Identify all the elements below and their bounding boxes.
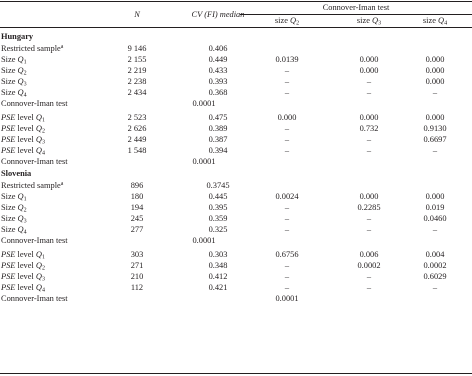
cell-cv-median: 0.3745 xyxy=(206,180,230,190)
table-bottom-rule xyxy=(0,373,472,374)
row-label xyxy=(1,213,27,224)
header-size-q3: size $Q_3$ xyxy=(356,16,382,27)
row-label-text: Size Q xyxy=(1,77,24,87)
cell-n: 2 449 xyxy=(127,135,147,145)
row-label-text: Restricted sample xyxy=(1,43,61,53)
cell-size-q4: 0.000 xyxy=(425,77,445,87)
row-label xyxy=(1,76,27,87)
cell-size-q3: 0.0002 xyxy=(357,260,381,270)
cell-size-q4: 0.019 xyxy=(425,202,445,212)
connover-iman-row-label xyxy=(1,156,68,167)
cell-cv-median: 0.421 xyxy=(208,283,228,292)
row-label-text: level Q xyxy=(15,271,42,281)
cell-cv-median: 0.406 xyxy=(208,43,228,53)
row-label-text: level Q xyxy=(15,135,42,145)
cell-size-q2: 0.6756 xyxy=(275,249,299,259)
cell-size-q3: 0.2285 xyxy=(357,202,381,212)
cell-cv-median: 0.359 xyxy=(208,214,228,223)
cell-size-q2: – xyxy=(284,260,290,270)
row-label-sub: 2 xyxy=(23,70,27,77)
cell-size-q3: 0.006 xyxy=(359,249,379,259)
q-letter: Q xyxy=(17,77,24,87)
cell-connover-iman: 0.0001 xyxy=(275,294,299,304)
row-label xyxy=(1,145,45,156)
q-letter: Q xyxy=(35,260,42,270)
q-letter: Q xyxy=(17,88,24,98)
cell-size-q4: 0.000 xyxy=(425,66,445,76)
cell-size-q4: 0.6697 xyxy=(423,135,447,145)
cell-size-q4: 0.0460 xyxy=(423,214,447,223)
row-label-abbrev: PSE xyxy=(1,135,16,145)
row-label xyxy=(1,224,27,235)
row-label-text: Size Q xyxy=(1,214,24,223)
cell-size-q3: – xyxy=(366,135,372,145)
row-label-sub: 4 xyxy=(23,229,27,236)
cell-size-q2: 0.0139 xyxy=(275,55,299,64)
cell-size-q2: – xyxy=(284,202,290,212)
cell-size-q3: – xyxy=(366,77,372,87)
row-label-sub: 3 xyxy=(23,81,27,88)
cell-cv-median: 0.393 xyxy=(208,77,228,87)
cell-size-q2: – xyxy=(284,146,290,156)
row-label xyxy=(1,65,27,76)
row-label xyxy=(1,54,27,65)
row-label xyxy=(1,43,63,54)
row-label-abbrev: PSE xyxy=(1,260,16,270)
cell-size-q2: – xyxy=(284,124,290,133)
row-label-text: level Q xyxy=(15,112,42,122)
row-label-text: Connover-Iman test xyxy=(1,157,68,167)
row-label-text: level Q xyxy=(15,260,42,270)
row-label-text: Connover-Iman test xyxy=(1,99,68,109)
q-letter: Q xyxy=(372,16,379,25)
cell-n: 2 155 xyxy=(127,55,147,64)
cell-size-q3: – xyxy=(366,214,372,223)
cell-n: 180 xyxy=(130,191,144,201)
cell-size-q3: 0.000 xyxy=(359,112,379,122)
cell-n: 2 434 xyxy=(127,88,147,98)
row-label-text: level Q xyxy=(15,249,42,259)
cell-size-q2: – xyxy=(284,225,290,235)
cell-size-q2: – xyxy=(284,135,290,145)
cell-size-q4: – xyxy=(432,88,438,98)
row-label xyxy=(1,271,45,282)
section-heading: Slovenia xyxy=(1,168,32,178)
cell-n: 2 626 xyxy=(127,124,147,133)
cell-n: 9 146 xyxy=(127,43,147,53)
q-letter: Q xyxy=(35,283,42,292)
q-letter: Q xyxy=(17,191,24,201)
header-size-q2: size $Q_2$ xyxy=(274,16,300,27)
cell-n: 271 xyxy=(130,260,144,270)
section-heading: Hungary xyxy=(1,32,34,41)
row-label xyxy=(1,123,45,134)
cell-size-q3: – xyxy=(366,88,372,98)
row-label xyxy=(1,87,27,98)
cell-size-q4: 0.000 xyxy=(425,191,445,201)
cell-size-q3: – xyxy=(366,283,372,292)
q-letter: Q xyxy=(17,225,24,235)
cell-cv-median: 0.445 xyxy=(208,191,228,201)
cell-n: 896 xyxy=(130,180,144,190)
cell-cv-median: 0.348 xyxy=(208,260,228,270)
cell-size-q4: 0.6029 xyxy=(423,271,447,281)
cell-n: 245 xyxy=(130,214,144,223)
header-bottom-rule xyxy=(0,27,472,28)
row-label-text: level Q xyxy=(15,124,42,133)
row-label-sub: 2 xyxy=(41,265,45,272)
row-label-sub: 2 xyxy=(41,128,45,135)
cell-cv-median: 0.412 xyxy=(208,271,228,281)
row-label xyxy=(1,202,27,213)
cell-size-q4: 0.004 xyxy=(425,249,445,259)
cell-cv-median: 0.394 xyxy=(208,146,228,156)
cell-size-q2: 0.000 xyxy=(277,112,297,122)
cell-cv-median: 0.433 xyxy=(208,66,228,76)
cell-cv-median: 0.387 xyxy=(208,135,228,145)
q-letter: Q xyxy=(35,146,42,156)
cell-size-q2: – xyxy=(284,77,290,87)
row-label-sub: 1 xyxy=(23,196,27,203)
cell-size-q2: – xyxy=(284,214,290,223)
row-label-abbrev: PSE xyxy=(1,271,16,281)
cell-cv-median: 0.449 xyxy=(208,55,228,64)
cell-size-q2: – xyxy=(284,66,290,76)
row-label-text: Connover-Iman test xyxy=(1,294,68,304)
row-label-sub: 4 xyxy=(41,150,45,157)
q-letter: Q xyxy=(290,16,297,25)
q-letter: Q xyxy=(35,124,42,133)
row-label-sub: 3 xyxy=(23,218,27,225)
cell-size-q3: – xyxy=(366,271,372,281)
q-letter: Q xyxy=(35,112,42,122)
row-label-sub: 2 xyxy=(23,207,27,214)
q-letter: Q xyxy=(17,55,24,64)
cell-connover-iman: 0.0001 xyxy=(192,236,216,246)
header-n: N xyxy=(134,10,140,19)
row-label-sub: 4 xyxy=(41,287,45,294)
row-label-sub: 1 xyxy=(41,254,45,261)
connover-iman-row-label xyxy=(1,293,68,304)
cell-size-q3: – xyxy=(366,225,372,235)
cell-n: 2 238 xyxy=(127,77,147,87)
row-label-abbrev: PSE xyxy=(1,146,16,156)
row-label-text: Size Q xyxy=(1,88,24,98)
header-size-q4: size $Q_4$ xyxy=(422,16,448,27)
header-cv-median: CV (FI) median xyxy=(191,10,245,19)
row-label-text: Size Q xyxy=(1,191,24,201)
q-letter: Q xyxy=(438,16,445,25)
cell-connover-iman: 0.0001 xyxy=(192,157,216,167)
row-label-text: level Q xyxy=(15,283,42,292)
q-letter: Q xyxy=(35,271,42,281)
row-label xyxy=(1,112,45,123)
row-label-text: Restricted sample xyxy=(1,180,61,190)
row-label-sub: 3 xyxy=(41,276,45,283)
cell-size-q4: – xyxy=(432,283,438,292)
cell-n: 277 xyxy=(130,225,144,235)
cell-size-q4: – xyxy=(432,225,438,235)
row-label xyxy=(1,180,63,191)
row-label-text: level Q xyxy=(15,146,42,156)
row-label-sub: 3 xyxy=(41,139,45,146)
row-label xyxy=(1,134,45,145)
cell-cv-median: 0.368 xyxy=(208,88,228,98)
cell-size-q4: 0.0002 xyxy=(423,260,447,270)
cell-size-q2: – xyxy=(284,283,290,292)
row-label-text: Size Q xyxy=(1,55,24,64)
cell-cv-median: 0.325 xyxy=(208,225,228,235)
cell-n: 210 xyxy=(130,271,144,281)
row-label-sup: a xyxy=(60,43,64,50)
cell-n: 2 523 xyxy=(127,112,147,122)
q-letter: Q xyxy=(17,214,24,223)
row-label-abbrev: PSE xyxy=(1,283,16,292)
cell-size-q3: 0.000 xyxy=(359,66,379,76)
cell-size-q4: – xyxy=(432,146,438,156)
row-label-text: Connover-Iman test xyxy=(1,236,68,246)
cell-cv-median: 0.475 xyxy=(208,112,228,122)
row-label xyxy=(1,249,45,260)
q-letter: Q xyxy=(35,249,42,259)
row-label-sup: a xyxy=(60,180,64,187)
cell-size-q2: 0.0024 xyxy=(275,191,299,201)
row-label-abbrev: PSE xyxy=(1,124,16,133)
cell-size-q2: – xyxy=(284,88,290,98)
q-letter: Q xyxy=(17,202,24,212)
row-label xyxy=(1,191,27,202)
cell-n: 303 xyxy=(130,249,144,259)
row-label-sub: 4 xyxy=(23,92,27,99)
cell-connover-iman: 0.0001 xyxy=(192,99,216,109)
cell-cv-median: 0.395 xyxy=(208,202,228,212)
connover-iman-row-label xyxy=(1,98,68,109)
cell-size-q2: – xyxy=(284,271,290,281)
cell-size-q3: 0.000 xyxy=(359,55,379,64)
row-label-text: Size Q xyxy=(1,225,24,235)
row-label xyxy=(1,260,45,271)
cell-n: 2 219 xyxy=(127,66,147,76)
row-label-sub: 1 xyxy=(41,117,45,124)
cell-size-q4: 0.9130 xyxy=(423,124,447,133)
cell-cv-median: 0.389 xyxy=(208,124,228,133)
cell-size-q3: 0.000 xyxy=(359,191,379,201)
row-label xyxy=(1,282,45,293)
connover-iman-row-label xyxy=(1,235,68,246)
cell-cv-median: 0.303 xyxy=(208,249,228,259)
row-label-abbrev: PSE xyxy=(1,249,16,259)
cell-size-q4: 0.000 xyxy=(425,112,445,122)
row-label-sub: 1 xyxy=(23,59,27,66)
header-connover-group: Connover-Iman test xyxy=(322,3,390,12)
cell-size-q3: 0.732 xyxy=(359,124,379,133)
row-label-abbrev: PSE xyxy=(1,112,16,122)
row-label-text: Size Q xyxy=(1,66,24,76)
cell-size-q4: 0.000 xyxy=(425,55,445,64)
q-letter: Q xyxy=(35,135,42,145)
row-label-text: Size Q xyxy=(1,202,24,212)
cell-n: 194 xyxy=(130,202,144,212)
cell-n: 112 xyxy=(130,283,144,292)
cell-size-q3: – xyxy=(366,146,372,156)
q-letter: Q xyxy=(17,66,24,76)
cell-n: 1 548 xyxy=(127,146,147,156)
